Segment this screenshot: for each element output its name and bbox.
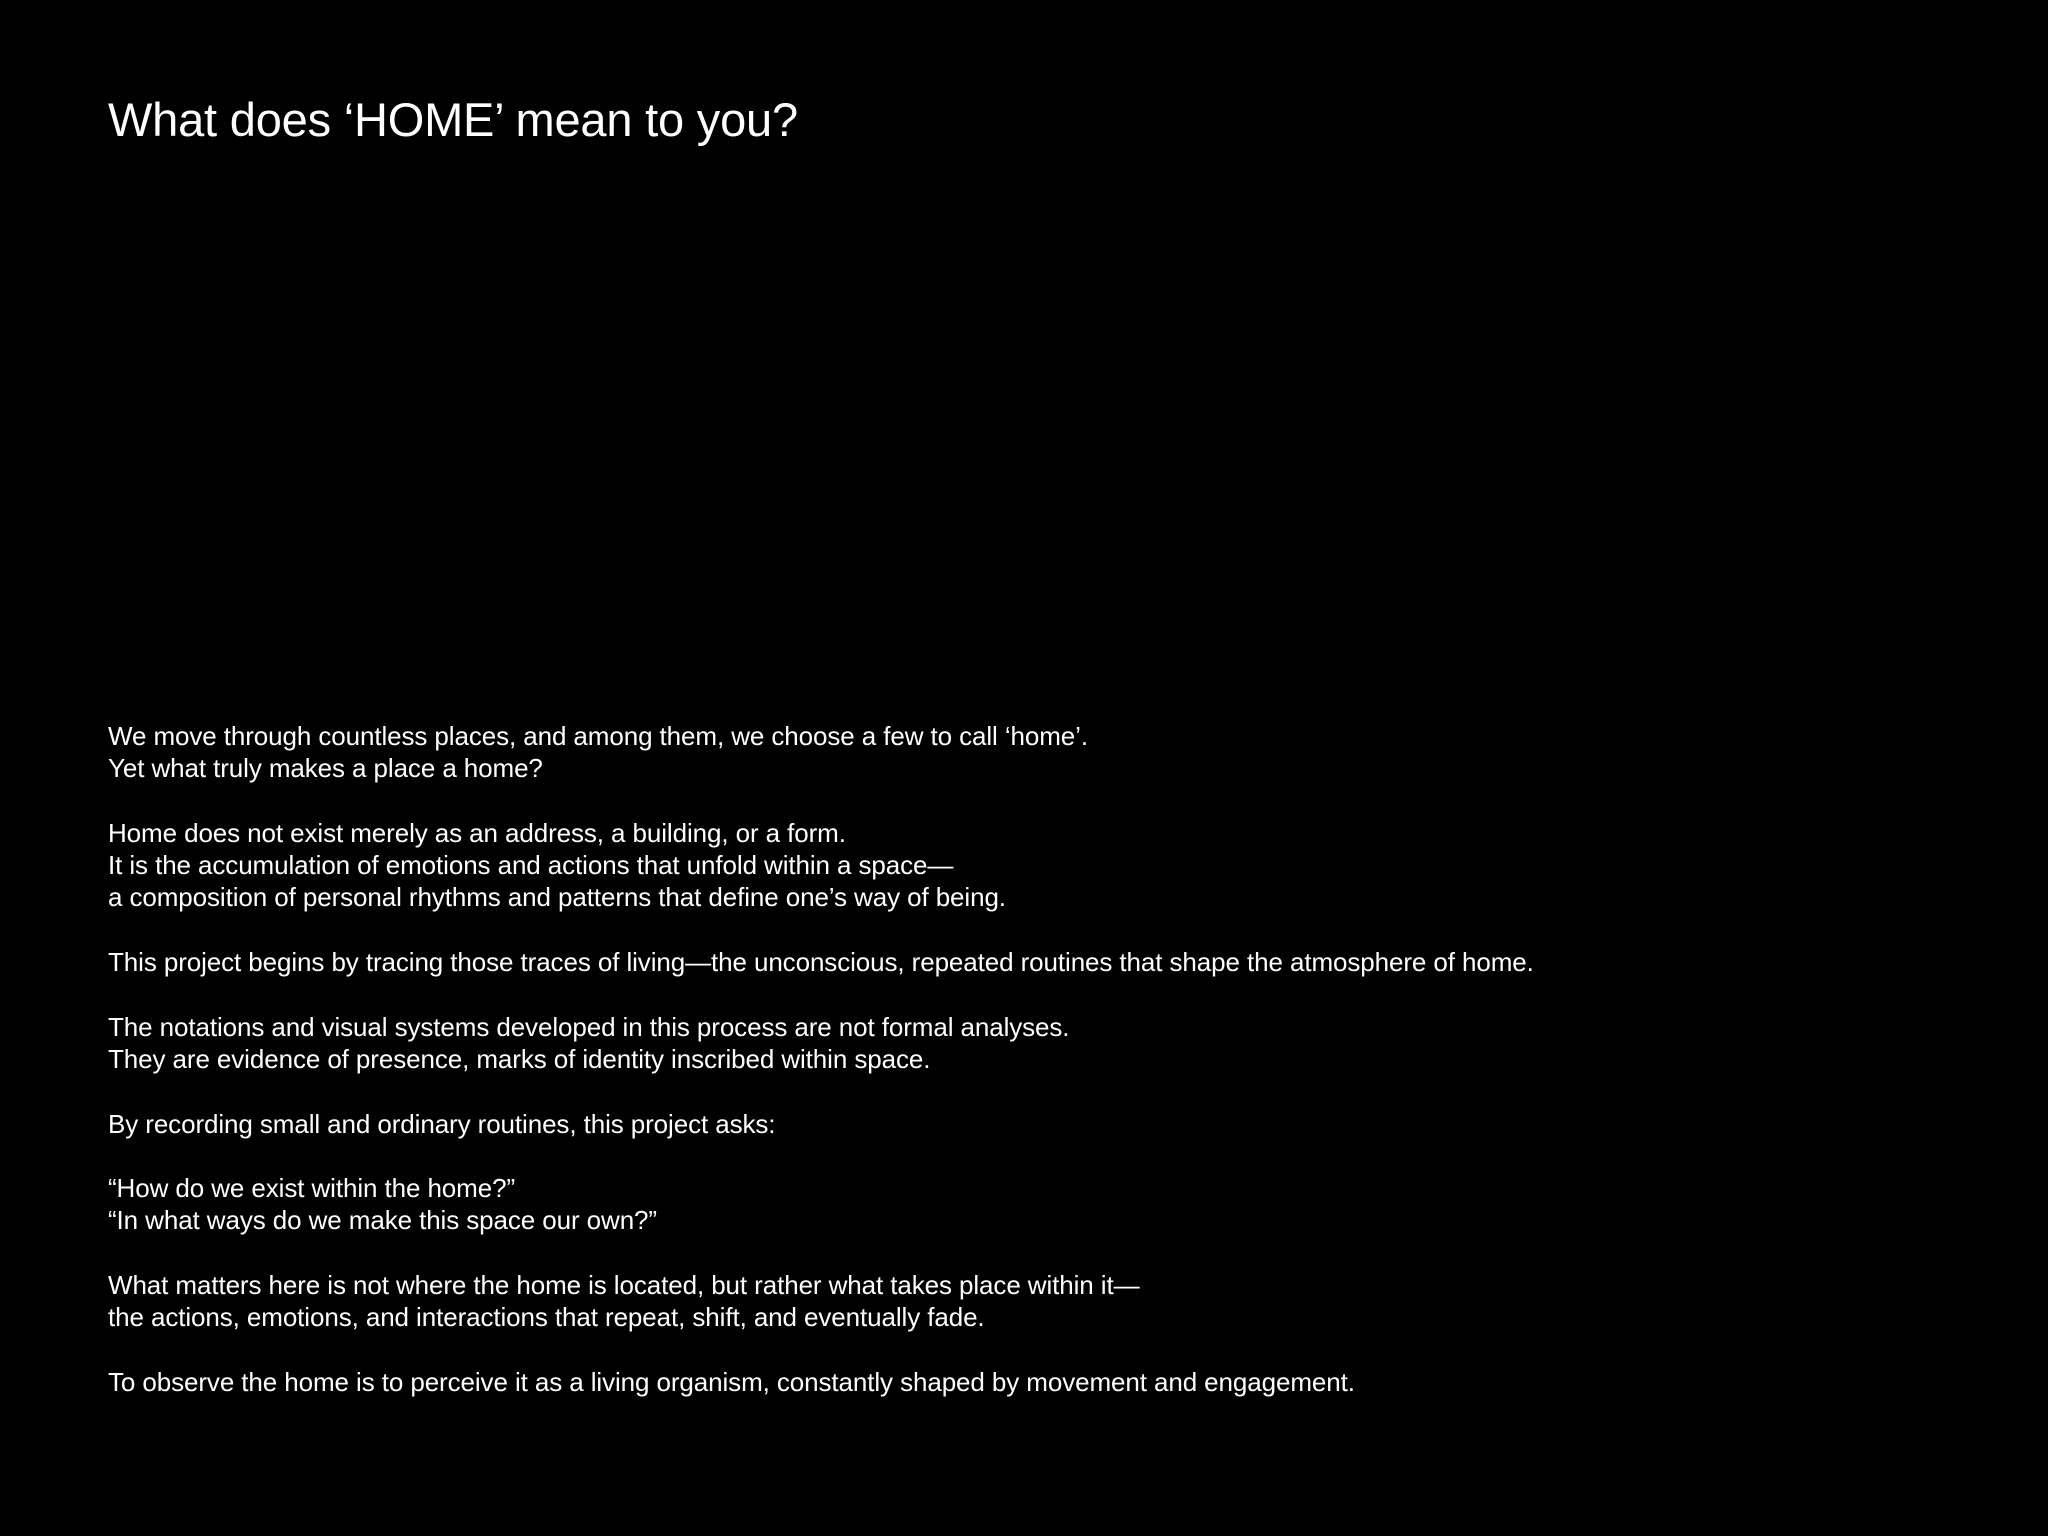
paragraph-notations bbox=[108, 1011, 1808, 1076]
text-line: a composition of personal rhythms and patterns that define one’s way of being. bbox=[108, 882, 1006, 913]
body-text bbox=[108, 720, 1808, 1398]
paragraph-intro bbox=[108, 720, 1808, 785]
text-line: Yet what truly makes a place a home? bbox=[108, 753, 543, 784]
text-line: the actions, emotions, and interactions that repeat, shift, and eventually fade. bbox=[108, 1302, 985, 1333]
text-line: The notations and visual systems developed in this process are not formal analyses. bbox=[108, 1011, 1070, 1042]
text-line: To observe the home is to perceive it as a living organism, constantly shaped by movement and engagement. bbox=[108, 1366, 1355, 1397]
paragraph-questions bbox=[108, 1172, 1808, 1237]
text-line: They are evidence of presence, marks of identity inscribed within space. bbox=[108, 1043, 931, 1074]
text-line: We move through countless places, and among them, we choose a few to call ‘home’. bbox=[108, 721, 1088, 751]
page-title: What does ‘HOME’ mean to you? bbox=[108, 93, 798, 146]
text-line: This project begins by tracing those traces of living—the unconscious, repeated routines that shape the atmosphere of home. bbox=[108, 947, 1534, 978]
text-line: It is the accumulation of emotions and actions that unfold within a space— bbox=[108, 850, 954, 881]
text-line: By recording small and ordinary routines, this project asks: bbox=[108, 1108, 776, 1139]
paragraph-observe bbox=[108, 1366, 1808, 1398]
paragraph-definition bbox=[108, 817, 1808, 914]
text-line: “In what ways do we make this space our own?” bbox=[108, 1205, 657, 1236]
paragraph-asks bbox=[108, 1108, 1808, 1140]
paragraph-project bbox=[108, 946, 1808, 978]
text-line: What matters here is not where the home is located, but rather what takes place within it— bbox=[108, 1270, 1140, 1301]
text-line: “How do we exist within the home?” bbox=[108, 1173, 516, 1204]
text-line: Home does not exist merely as an address, a building, or a form. bbox=[108, 817, 846, 848]
paragraph-matters bbox=[108, 1269, 1808, 1334]
